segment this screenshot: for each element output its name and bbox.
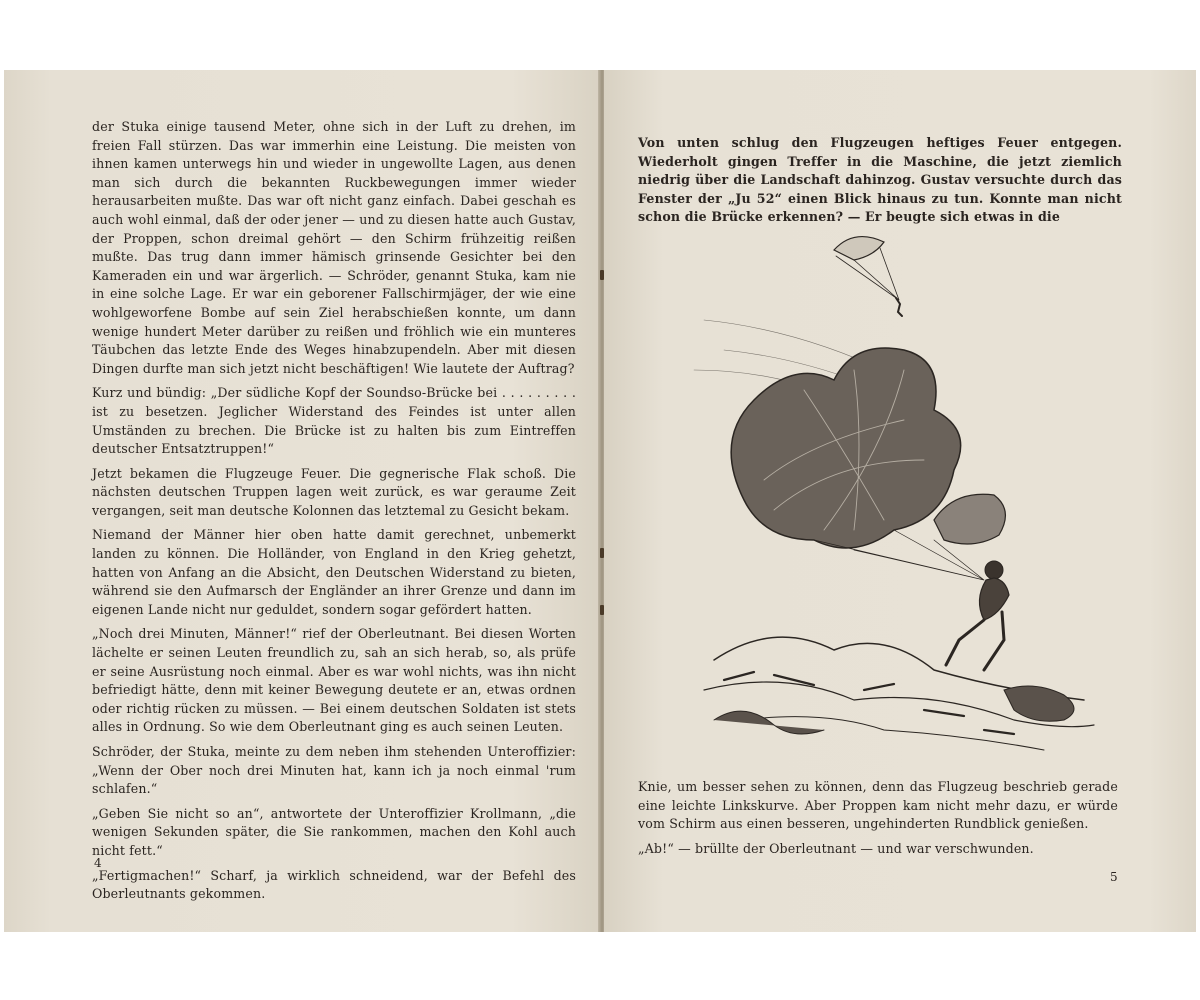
right-page-top-text [638, 134, 1122, 233]
right-page [604, 70, 1196, 932]
left-page-text [92, 118, 576, 910]
paragraph: Jetzt bekamen die Flugzeuge Feuer. Die gegnerische Flak schoß. Die nächsten deutschen Truppen lagen weit zurück, es war geraume Zeit vergangen, seit man deutsche Kolonnen das letztemal zu Gesicht bekam. [92, 465, 576, 518]
left-page [4, 70, 600, 932]
paragraph: „Ab!“ — brüllte der Oberleutnant — und war verschwunden. [638, 840, 1034, 856]
paragraph: Knie, um besser sehen zu können, denn das Flugzeug beschrieb gerade eine leichte Linkskurve. Aber Proppen kam nicht mehr dazu, er würde vom Schirm aus einen besseren, ungehinderten Rundblick genießen. [638, 779, 1118, 832]
paragraph: „Geben Sie nicht so an“, antwortete der Unteroffizier Krollmann, „die wenigen Sekunden später, die Sie rankommen, machen den Kohl auch nicht fett.“ [92, 805, 576, 858]
paragraph: „Fertigmachen!“ Scharf, ja wirklich schneidend, war der Befehl des Oberleutnants gekommen. [92, 867, 576, 902]
page-number-left: 4 [94, 856, 102, 870]
paragraph: der Stuka einige tausend Meter, ohne sich in der Luft zu drehen, im freien Fall stürzen. Das war immerhin eine Leistung. Die meisten von ihnen kamen unterwegs hin und wieder in ungewollte Lagen, aus denen man sich durch die bekannten Ruckbewegungen immer wieder herausarbeiten mußte. Das war oft nicht ganz einfach. Dabei geschah es auch wohl einmal, daß der oder jener — und zu diesen hatte auch Gustav, der Proppen, schon dreimal gehört — den Schirm frühzeitig reißen mußte. Das trug dann immer hämisch grinsende Gesichter bei den Kameraden ein und war ärgerlich. — Schröder, genannt Stuka, kam nie in eine solche Lage. Er war ein geborener Fallschirmjäger, der wie eine wohlgeworfene Bombe auf sein Ziel herabschießen konnte, um dann wenige hundert Meter darüber zu reißen und fröhlich wie ein munteres Täubchen das letzte Ende des Weges hinabzupendeln. Aber mit diesen Dingen durfte man sich jetzt nicht beschäftigen! Wie lautete der Auftrag? [92, 119, 576, 376]
paragraph: „Noch drei Minuten, Männer!“ rief der Oberleutnant. Bei diesen Worten lächelte er seinen Leuten freundlich zu, sah an sich herab, so, als prüfe er seine Ausrüstung noch einmal. Aber es war wohl nichts, was ihn nicht befriedigt hätte, denn mit keiner Bewegung deutete er an, etwas ordnen oder richtig rücken zu müssen. — Bei einem deutschen Soldaten ist stets alles in Ordnung. So wie dem Oberleutnant ging es auch seinen Leuten. [92, 626, 576, 735]
page-number-right: 5 [1110, 870, 1118, 884]
paragraph: Schröder, der Stuka, meinte zu dem neben ihm stehenden Unteroffizier: „Wenn der Ober noch drei Minuten hat, kann ich ja noch einmal 'rum schlafen.“ [92, 744, 576, 797]
book-spread [4, 70, 1196, 932]
paragraph: Niemand der Männer hier oben hatte damit gerechnet, unbemerkt landen zu können. Die Holländer, von England in den Krieg gehetzt, hatten von Anfang an die Absicht, den Deutschen Widerstand zu bieten, während sie den Aufmarsch der Engländer an ihrer Grenze und dann im eigenen Lande nicht nur geduldet, sondern sogar gefördert hatten. [92, 527, 576, 617]
paragraph: Kurz und bündig: „Der südliche Kopf der Soundso-Brücke bei . . . . . . . . . ist zu besetzen. Jeglicher Widerstand des Feindes ist unter allen Umständen zu brechen. Die Brücke ist zu halten bis zum Eintreffen deutscher Entsatztruppen!“ [92, 385, 576, 457]
parachutist-sketch-icon [684, 220, 1104, 760]
right-page-bottom-text [638, 778, 1118, 864]
paragraph: Von unten schlug den Flugzeugen heftiges Feuer entgegen. Wiederholt gingen Treffer in die Maschine, die jetzt ziemlich niedrig über die Landschaft dahinzog. Gustav versuchte durch das Fenster der „Ju 52“ einen Blick hinaus zu tun. Konnte man nicht schon die Brücke erkennen? — Er beugte sich etwas in die [638, 135, 1122, 225]
